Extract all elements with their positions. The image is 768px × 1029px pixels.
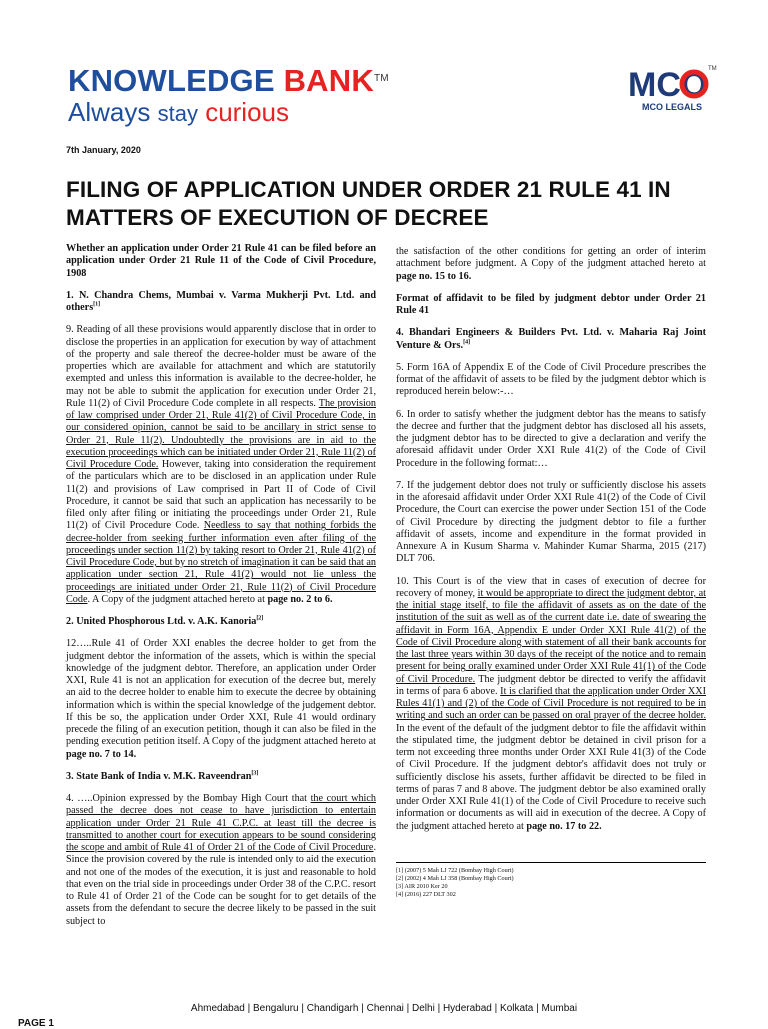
case-4-para-7: 7. If the judgement debtor does not truly or sufficiently disclose his assets in the aforesaid affidavit under Order XXI Rule 41(2) of the Code of Civil Procedure, the Court can exercise the power under Section 151 of the Code of Civil Procedure by directing the judgment debtor to file a further affidavit of assets, income and expenditure in the format provided in Annexure A in Kusum Sharma v. Mahinder Kumar Sharma, 2015 (217) DLT 706. [396,479,706,565]
footnotes [396,862,706,899]
case-1-text-c: . A Copy of the judgment attached hereto at [87,593,268,605]
case-4-underlined-2: It is clarified that the application under Order XXI Rules 41(1) and (2) of the Code of Civil Procedure is not required to be in writing and such an order can be passed on oral prayer of the decree holder. [396,685,706,722]
document-date: 7th January, 2020 [66,145,141,155]
case-1-text-b: However, taking into consideration the requirement of the particulars which are to be disclosed in an application under Rule 11(2) and provisions of Law comprised in Part II of Code of Civil Procedure, it cannot be said that such an application has necessarily to be filed only after filing or initiating the proceedings under Order 21, Rule 11(2) of Civil Procedure Code. [66,459,376,532]
brand-title [68,64,389,97]
mco-logo [624,62,720,114]
right-column [396,246,706,843]
case-1-text-a: 9. Reading of all these provisions would apparently disclose that in order to disclose the properties in an application for execution by way of attachment of the property and sale thereof the decree-holder must be aware of the properties which are available for attachment and which are statutorily exempted and unless this information is available to the decree-holder, he may not be able to submit the application for execution under Order 21, Rule 11(2) of Civil Procedure Code complete in all respects. [66,324,376,409]
page-number: PAGE 1 [18,1018,54,1029]
case-3-text-b: . Since the provision covered by the rule is intended only to aid the execution and not one of the modes of the execution, it is just and reasonable to hold that even on the trial side in proceedings under Order 38 of the C.P.C. resort to Rule 41 of Order 21 of the Code can be sought for to get details of the assets from the defendant to secure the decree likely to be passed in the suit subject to [66,842,376,927]
mco-logo-tm: TM [708,66,717,72]
mco-logo-text: MCO LEGALS [642,102,702,112]
intro-question: Whether an application under Order 21 Rule 41 can be filed before an application under Order 21 Rule 11 of the Code of Civil Procedure, 1908 [66,243,376,279]
case-3-underlined: the court which passed the decree does not cease to have jurisdiction to entertain application under Order 21 Rule 41 C.P.C. at least till the decree is transmitted to another court for execution appears to be sound considering the scope and ambit of Rule 41 of Order 21 of the Code of Civil Procedure [66,793,376,853]
case-3-heading [66,771,376,783]
format-heading: Format of affidavit to be filed by judgment debtor under Order 21 Rule 41 [396,292,706,316]
case-2-pages: page no. 7 to 14. [66,748,137,760]
case-4-pages: page no. 17 to 22. [526,820,602,832]
case-1-pages: page no. 2 to 6. [267,593,333,605]
office-cities: Ahmedabad | Bengaluru | Chandigarh | Chennai | Delhi | Hyderabad | Kolkata | Mumbai [190,1003,578,1014]
case-3-text-a: 4. …..Opinion expressed by the Bombay High Court that [66,793,311,804]
brand-name-part2: BANK [283,63,374,98]
footnote-3: [3] AIR 2010 Ker 20 [396,883,448,890]
footnote-ref-3[interactable]: [3] [251,770,259,777]
document-title: FILING OF APPLICATION UNDER ORDER 21 RULE 41 IN MATTERS OF EXECUTION OF DECREE [66,177,671,230]
case-2-text: 12…..Rule 41 of Order XXI enables the decree holder to get from the judgment debtor the information of the assets, which is within the special knowledge of the judgment debtor. Therefore, an application under Order XXI, Rule 41 is not an application for execution of the decree but, merely an aid to the decree holder to enable him to execute the decree by obtaining information which is within the special knowledge of the judgement debtor. If this be so, the application under Order XXI, Rule 41 would ordinary precede the filing of an execution petition, though it can also be filed in the pending execution petition itself. A Copy of the judgment attached hereto at [66,638,376,748]
brand-block [68,64,389,129]
case-4-para-6: 6. In order to satisfy whether the judgment debtor has the means to satisfy the decree and further that the judgment debtor has disclosed all his assets, the judgment debtor has to be directed to give a declaration and verify the aforesaid affidavit under Order XXI Rule 41(2) of the Code of Civil Procedure in the following format:… [396,408,706,469]
case-4-underlined-1: it would be appropriate to direct the judgment debtor, at the initial stage itself, to file the affidavit of assets as on the date of the institution of the suit as well as of the current date i.e. date of swearing the affidavit in Form 16A, Appendix E under Order XXI Rule 41(2) of the Code of Civil Procedure along with statement of all their bank accounts for the last three years within 30 days of the receipt of the notice and to remain present for being orally examined under Order XXI Rule 41(1) of the Code of Civil Procedure. [396,587,706,685]
case-4-para-5: 5. Form 16A of Appendix E of the Code of Civil Procedure prescribes the format of the affidavit of assets to be filed by the judgment debtor which is reproduced herein below:-… [396,361,706,398]
case-4-text-b: The judgment debtor be directed to verify the affidavit in terms of para 6 above. [396,673,706,697]
brand-name-part1: KNOWLEDGE [68,63,275,98]
mco-logo-icon [624,62,720,104]
case-1-underlined-1: The provision of law comprised under Order 21, Rule 41(2) of Civil Procedure Code, in our considered opinion, cannot be said to be ancillary in strict sense to Order 21, Rule 11(2). Undoubtedly the provisions are in aid to the execution proceedings which can be initiated under Order 21, Rule 11(2) of Civil Procedure Code. [66,397,376,470]
case-1-title: 1. N. Chandra Chems, Mumbai v. Varma Mukherji Pvt. Ltd. and others [66,289,376,313]
left-column [66,243,376,938]
case-4-title: 4. Bhandari Engineers & Builders Pvt. Ltd. v. Maharia Raj Joint Venture & Ors. [396,327,706,351]
footnote-4: [4] (2016) 227 DLT 302 [396,891,456,898]
footnote-2: [2] (2002) 4 Mah LJ 358 (Bombay High Court) [396,875,514,882]
case-3-para-4 [66,793,376,928]
case-1-heading [66,290,376,315]
case-2-para-12 [66,638,376,761]
case-2-title: 2. United Phosphorous Ltd. v. A.K. Kanoria [66,616,257,627]
tagline-stay: stay [157,101,198,126]
case-3-title: 3. State Bank of India v. M.K. Raveendran [66,770,252,782]
brand-tagline [68,97,389,129]
footnote-ref-4[interactable]: [4] [463,339,471,346]
case-1-para-9 [66,324,376,606]
tagline-curious: curious [205,97,290,127]
brand-tm: TM [373,73,389,84]
tagline-always: Always [68,97,151,127]
case-4-text-a: 10. This Court is of the view that in cases of execution of decree for recovery of money, [396,575,706,599]
case-4-text-c: In the event of the default of the judgment debtor to file the affidavit within the stipulated time, the judgment debtor be detained in civil prison for a term not exceeding three months under Order XXI Rule 41(3) of the Code of Civil Procedure. If the judgment debtor's affidavit does not truly or sufficiently disclose his assets, further affidavit be directed to be filed in terms of paras 7 and 8 above. The judgment debtor be also examined orally under Order XXI Rule 41(1) of the Code of Civil Procedure to receive such information or documents as will aid in execution of the decree. A Copy of the judgment attached hereto at [396,722,706,832]
case-3-cont-text: the satisfaction of the other conditions for getting an order of interim attachment before judgment. A Copy of the judgment attached hereto at [396,246,706,270]
footnote-ref-1[interactable]: [1] [93,301,101,308]
footnote-1: [1] (2007) 5 Mah LJ 722 (Bombay High Court) [396,867,514,874]
case-2-heading [66,616,376,628]
case-3-pages: page no. 15 to 16. [396,270,472,282]
case-1-underlined-2: Needless to say that nothing forbids the decree-holder from seeking further information even after filing of the proceedings under section 11(2) by taking resort to Order 21, Rule 41(2) of Civil Procedure Code, but by no stretch of imagination it can be said that an application under section 21, Rule 41(2) would not lie unless the proceedings are initiated under Order 21, Rule 11(2) of Civil Procedure Code [66,520,376,605]
case-4-heading [396,327,706,352]
case-4-para-10 [396,576,706,833]
mco-logo-mark: MCO [628,66,708,104]
case-3-continuation [396,246,706,283]
footnote-ref-2[interactable]: [2] [256,615,264,622]
